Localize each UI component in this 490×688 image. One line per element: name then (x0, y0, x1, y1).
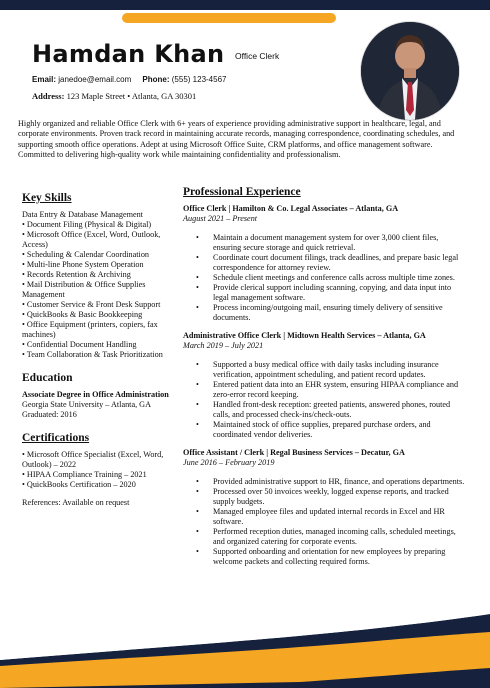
job-responsibilities (196, 477, 468, 567)
responsibility-text: Handled front-desk reception: greeted patients, answered phones, routed calls, and processed check-ins/check-outs. (213, 400, 451, 419)
bottom-decoration (0, 598, 490, 688)
skill-item: • Team Collaboration & Task Prioritization (22, 350, 163, 359)
responsibility-item (196, 527, 468, 547)
skill-item: • Records Retention & Archiving (22, 270, 131, 279)
certification-item: • HIPAA Compliance Training – 2021 (22, 470, 147, 479)
top-navy-bar (0, 0, 490, 10)
left-column (22, 192, 172, 508)
job-responsibilities (196, 360, 468, 440)
skills-heading: Key Skills (22, 192, 72, 204)
bullet-icon: • (196, 360, 199, 369)
skills-list (22, 220, 172, 360)
phone-value: (555) 123-4567 (171, 75, 227, 84)
skill-item: • Scheduling & Calendar Coordination (22, 250, 150, 259)
bullet-icon: • (196, 283, 199, 292)
address-line (32, 91, 196, 101)
job-responsibilities (196, 233, 468, 323)
responsibility-text: Schedule client meetings and conference calls across multiple time zones. (213, 273, 455, 282)
bullet-icon: • (196, 273, 199, 282)
skill-item: • Office Equipment (printers, copiers, fax machines) (22, 320, 158, 339)
responsibility-text: Performed reception duties, managed incoming calls, scheduled meetings, and organized catering for corporate events. (213, 527, 456, 546)
responsibility-text: Provided administrative support to HR, finance, and operations departments. (213, 477, 465, 486)
bullet-icon: • (196, 487, 199, 496)
job-dates: March 2019 – July 2021 (183, 341, 264, 350)
responsibility-item (196, 380, 468, 400)
skill-item: Data Entry & Database Management (22, 210, 143, 219)
certification-item: • QuickBooks Certification – 2020 (22, 480, 136, 489)
certification-item: • Microsoft Office Specialist (Excel, Word, Outlook) – 2022 (22, 450, 164, 469)
skill-item: • Multi-line Phone System Operation (22, 260, 144, 269)
job-dates: August 2021 – Present (183, 214, 258, 223)
skill-item: • Microsoft Office (Excel, Word, Outlook, Access) (22, 230, 161, 249)
bullet-icon: • (196, 527, 199, 536)
email-value: janedoe@email.com (58, 75, 132, 84)
responsibility-text: Entered patient data into an EHR system, ensuring HIPAA compliance and zero-error record keeping. (213, 380, 459, 399)
education-heading: Education (22, 372, 73, 384)
jobs-list (183, 204, 468, 567)
bullet-icon: • (196, 380, 199, 389)
responsibility-item (196, 273, 468, 283)
skill-item: • Document Filing (Physical & Digital) (22, 220, 152, 229)
responsibility-text: Provide clerical support including scanning, copying, and data input into legal management software. (213, 283, 452, 302)
certifications-heading: Certifications (22, 432, 90, 444)
responsibility-text: Supported a busy medical office with daily tasks including insurance verification, appointment scheduling, and patient record updates. (213, 360, 439, 379)
responsibility-item (196, 283, 468, 303)
job-title: Administrative Office Clerk | Midtown Health Services – Atlanta, GA (183, 331, 426, 340)
responsibility-text: Process incoming/outgoing mail, ensuring timely delivery of sensitive documents. (213, 303, 443, 322)
responsibility-text: Managed employee files and updated internal records in Excel and HR software. (213, 507, 445, 526)
bullet-icon: • (196, 253, 199, 262)
address-label: Address: (32, 91, 65, 101)
job-entry (183, 448, 468, 567)
responsibility-item (196, 477, 468, 487)
skill-item: • Confidential Document Handling (22, 340, 137, 349)
address-value: 123 Maple Street • Atlanta, GA 30301 (66, 91, 197, 101)
responsibility-text: Maintained stock of office supplies, prepared purchase orders, and coordinated vendor deliveries. (213, 420, 431, 439)
candidate-title: Office Clerk (235, 51, 280, 61)
responsibility-item (196, 420, 468, 440)
job-dates: June 2016 – February 2019 (183, 458, 275, 467)
bullet-icon: • (196, 547, 199, 556)
skill-item: • QuickBooks & Basic Bookkeeping (22, 310, 143, 319)
experience-heading: Professional Experience (183, 186, 301, 198)
education-school: Georgia State University – Atlanta, GA (22, 400, 152, 409)
summary-paragraph: Highly organized and reliable Office Clerk with 6+ years of experience providing administrative support in healthcare, legal, and corporate environments. Proven track record in maintaining accurate records, managing correspondence, coordinating schedules, and supporting smooth office operations. Adept at using Microsoft Office Suite, CRM platforms, and office management software. Committed to delivering high-quality work while maintaining confidentiality and professionalism. (18, 119, 455, 159)
education-graduated: Graduated: 2016 (22, 410, 77, 419)
skill-item: • Customer Service & Front Desk Support (22, 300, 161, 309)
responsibility-item (196, 360, 468, 380)
responsibility-text: Processed over 50 invoices weekly, logged expense reports, and tracked supply budgets. (213, 487, 449, 506)
job-title: Office Assistant / Clerk | Regal Business Services – Decatur, GA (183, 448, 405, 457)
email-label: Email: (32, 75, 57, 84)
certifications-list (22, 450, 172, 490)
bullet-icon: • (196, 233, 199, 242)
responsibility-item (196, 400, 468, 420)
responsibility-item (196, 233, 468, 253)
job-title: Office Clerk | Hamilton & Co. Legal Associates – Atlanta, GA (183, 204, 399, 213)
job-entry (183, 204, 468, 323)
contact-line (32, 75, 226, 84)
responsibility-item (196, 253, 468, 273)
responsibility-text: Supported onboarding and orientation for new employees by preparing welcome packets and collecting required forms. (213, 547, 446, 566)
responsibility-item (196, 487, 468, 507)
bullet-icon: • (196, 507, 199, 516)
bullet-icon: • (196, 420, 199, 429)
bullet-icon: • (196, 400, 199, 409)
job-entry (183, 331, 468, 440)
education-degree: Associate Degree in Office Administration (22, 390, 169, 399)
candidate-name: Hamdan Khan (32, 40, 225, 68)
responsibility-item (196, 303, 468, 323)
responsibility-text: Coordinate court document filings, track deadlines, and prepare basic legal correspondence for attorney review. (213, 253, 459, 272)
bullet-icon: • (196, 303, 199, 312)
bullet-icon: • (196, 477, 199, 486)
phone-label: Phone: (142, 75, 170, 84)
top-accent-pill (122, 13, 336, 23)
references-line: References: Available on request (22, 498, 130, 507)
profile-photo (360, 21, 460, 121)
responsibility-item (196, 547, 468, 567)
responsibility-item (196, 507, 468, 527)
skill-item: • Mail Distribution & Office Supplies Management (22, 280, 146, 299)
responsibility-text: Maintain a document management system for over 3,000 client files, ensuring secure storage and quick retrieval. (213, 233, 439, 252)
right-column (183, 186, 468, 575)
